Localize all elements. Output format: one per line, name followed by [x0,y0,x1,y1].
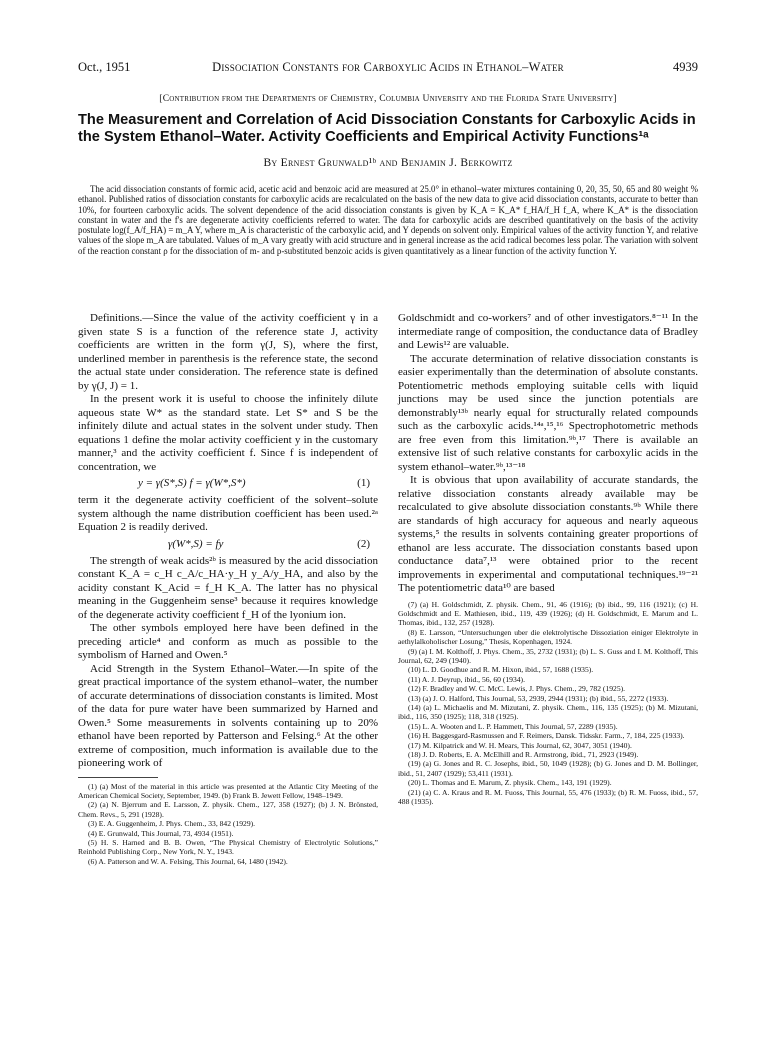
footnote: (17) M. Kilpatrick and W. H. Mears, This Journal, 62, 3047, 3051 (1940). [408,740,632,750]
footnote: (19) (a) G. Jones and R. C. Josephs, ibid., 50, 1049 (1928); (b) G. Jones and D. M. Bollinger, ibid., 51, 2407 (1929); 53,411 (1931). [398,759,698,778]
running-title: Dissociation Constants for Carboxylic Acids in Ethanol–Water [212,60,564,74]
equation-1-number: (1) [357,477,370,489]
footnote: (20) L. Thomas and E. Marum, Z. physik. Chem., 143, 191 (1929). [408,778,612,788]
paragraph-definitions: Definitions.—Since the value of the activity coefficient γ in a given state S is a function of the reference state J, activity coefficients are written in the form γ(J, S), where the first, underlined member in parenthesis is the reference state, the second the actual state under consideration. The reference state is defined by γ(J, J) = 1. [78,312,378,392]
footnote-divider [78,777,158,778]
left-column [78,312,378,866]
footnote: (3) E. A. Guggenheim, J. Phys. Chem., 33, 842 (1929). [88,819,256,829]
paragraph-ethanol-water: Acid Strength in the System Ethanol–Water.—In spite of the great practical importance of the system ethanol–water, the number of accurate determinations of dissociation constants is limited. Most of the data for pure water have been summarized by Harned and Owen.⁵ Some measurements in solvents containing up to 20% ethanol have been reported by Patterson and Felsing.⁶ At the other extreme of composition, much information is available due to the pioneering work of [78,662,378,769]
paragraph-relative-constants: The accurate determination of relative dissociation constants is easier experimentally than the determination of absolute constants. Potentiometric methods employing suitable cells with liquid junctions may be used since the junction potentials are demonstrably¹³ᵇ nearly equal for structurally related compounds such as the carboxylic acids.¹⁴ᵃ,¹⁵,¹⁶ Spectrophotometric methods are free even from this limitation.⁹ᵇ,¹⁷ There is available an extensive list of such relative constants for carboxylic acids in the system ethanol–water.⁹ᵇ,¹³⁻¹⁸ [398,352,698,473]
author-line: By Ernest Grunwald¹ᵇ and Benjamin J. Berkowitz [263,157,513,169]
equation-1-text: y = γ(S*,S) f = γ(W*,S*) [138,477,246,489]
abstract [78,184,698,256]
left-footnotes [78,782,378,867]
footnote: (1) (a) Most of the material in this article was presented at the Atlantic City Meeting of the American Chemical Society, September, 1949. (b) Frank B. Jewett Fellow, 1948–1949. [78,781,378,800]
paragraph-acid-strength-def: The strength of weak acids²ᵇ is measured by the acid dissociation constant K_A = c_H c_A/c_HA·y_H y_A/y_HA, and also by the acidity constant K_Acid = f_H K_A. The latter has no physical meaning in the Guggenheim sense³ because it requires knowledge of the degenerate activity coefficient f_H of the lyonium ion. [78,554,378,621]
abstract-text: The acid dissociation constants of formic acid, acetic acid and benzoic acid are measured at 25.0° in ethanol–water mixtures containing 0, 20, 35, 50, 65 and 80 weight % ethanol. Published ratios of dissociation constants for carboxylic acids are recalculated on the basis of the new data to give acid dissociation constants, accurate to better than 10%, for fourteen carboxylic acids. The solvent dependence of the acid dissociation constants is given by K_A = K_A* f_HA/f_H f_A, where K_A* is the dissociation constant in water and the f's are degenerate activity coefficients referred to water. The data for carboxylic acids are described quantitatively on the basis of the activity postulate log(f_A/f_HA) = m_A Y, where m_A is characteristic of the carboxylic acid, and Y depends on solvent only. Empirical values of the activity function Y, and relative values of the slope m_A are tabulated. Values of m_A vary greatly with acid structure and in general increase as the acid radical becomes less polar. The variation with solvent of the reaction constant ρ for the dissociation of m- and p-substituted benzoic acids is given quantitatively as a linear function of the activity function Y. [78,184,698,256]
journal-page [78,0,698,1060]
equation-2 [78,537,378,553]
running-head [78,60,698,76]
paragraph-degenerate: term it the degenerate activity coefficient of the solvent–solute system although the name distribution coefficient has been used.²ᵃ Equation 2 is readily derived. [78,494,378,533]
paragraph-standards: It is obvious that upon availability of accurate standards, the relative dissociation constants already available may be recalculated to give absolute dissociation constants.⁹ᵇ While there are standards of high accuracy for aqueous and nearly aqueous systems,⁵ the results in solvents containing greater proportions of ethanol are less accurate. The dissociation constants based upon conductance data⁷,¹³ were obtained prior to the recent improvements in experimental and computational techniques.¹⁹⁻²¹ The potentiometric data¹⁰ are based [398,474,698,594]
footnote: (16) H. Baggesgard-Rasmussen and F. Reimers, Dansk. Tidsskr. Farm., 7, 184, 225 (1933). [408,731,685,741]
footnote: (15) L. A. Wooten and L. P. Hammett, This Journal, 57, 2289 (1935). [408,721,618,731]
page-number: 4939 [673,60,698,74]
equation-2-text: γ(W*,S) = fy [168,537,224,550]
footnote: (21) (a) C. A. Kraus and R. M. Fuoss, This Journal, 55, 476 (1933); (b) R. M. Fuoss, ibid., 57, 488 (1935). [398,787,698,807]
footnote: (5) H. S. Harned and B. B. Owen, “The Physical Chemistry of Electrolytic Solutions,” Reinhold Publishing Corp., New York, N. Y., 1943. [78,837,378,857]
footnote: (9) (a) I. M. Kolthoff, J. Phys. Chem., 35, 2732 (1931); (b) L. S. Guss and I. M. Kolthoff, This Journal, 62, 249 (1940). [398,646,698,665]
right-footnotes [398,600,698,807]
contribution-line: [Contribution from the Departments of Chemistry, Columbia University and the Florida State University] [159,93,617,104]
issue-date: Oct., 1951 [78,60,131,74]
paragraph-goldschmidt: Goldschmidt and co-workers⁷ and of other investigators.⁸⁻¹¹ In the intermediate range of composition, the conductance data of Bradley and Lewis¹² are valuable. [398,312,698,351]
footnote: (8) E. Larsson, “Untersuchungen uber die elektrolytische Dissoziation einiger Elektrolyte in aethylalkoholischer Losung,” Thesis, Kopenhagen, 1924. [398,627,698,647]
right-column [398,312,698,806]
article-title: The Measurement and Correlation of Acid Dissociation Constants for Carboxylic Acids in the System Ethanol–Water. Activity Coefficients and Empirical Activity Functions¹ᵃ [78,112,696,145]
footnote: (11) A. J. Deyrup, ibid., 56, 60 (1934). [408,674,525,684]
footnote: (6) A. Patterson and W. A. Felsing, This Journal, 64, 1480 (1942). [88,856,288,866]
footnote: (14) (a) L. Michaelis and M. Mizutani, Z. physik. Chem., 116, 135 (1925); (b) M. Mizutani, ibid., 116, 350 (1925); 118, 318 (1925). [398,702,698,722]
footnote: (13) (a) J. O. Halford, This Journal, 53, 2939, 2944 (1931); (b) ibid., 55, 2272 (1933). [408,693,669,703]
footnote: (10) L. D. Goodhue and R. M. Hixon, ibid., 57, 1688 (1935). [408,665,594,675]
equation-2-number: (2) [357,537,370,550]
paragraph-symbols: The other symbols employed here have been defined in the preceding article⁴ and conform as much as possible to the symbolism of Harned and Owen.⁵ [78,622,378,661]
footnote: (18) J. D. Roberts, E. A. McElhill and R. Armstrong, ibid., 71, 2923 (1949). [408,750,639,759]
equation-1 [78,476,378,492]
footnote: (12) F. Bradley and W. C. McC. Lewis, J. Phys. Chem., 29, 782 (1925). [408,684,626,694]
footnote: (4) E. Grunwald, This Journal, 73, 4934 (1951). [88,828,234,838]
paragraph-standard-state: In the present work it is useful to choose the infinitely dilute aqueous state W* as the standard state. Let S* and S be the infinitely dilute and actual states in the solvent under study. Then equations 1 define the molar activity coefficient y in the customary manner,³ and the activity coefficient f. Since f is independent of concentration, we [78,393,378,473]
footnote: (2) (a) N. Bjerrum and E. Larsson, Z. physik. Chem., 127, 358 (1927); (b) J. N. Brönsted, Chem. Revs., 5, 291 (1928). [78,800,378,819]
footnote: (7) (a) H. Goldschmidt, Z. physik. Chem., 91, 46 (1916); (b) ibid., 99, 116 (1921); (c) H. Goldschmidt and E. Mathiesen, ibid., 119, 439 (1926); (d) H. Goldschmidt, E. Marum and L. Thomas, ibid., 132, 257 (1928). [398,599,698,628]
